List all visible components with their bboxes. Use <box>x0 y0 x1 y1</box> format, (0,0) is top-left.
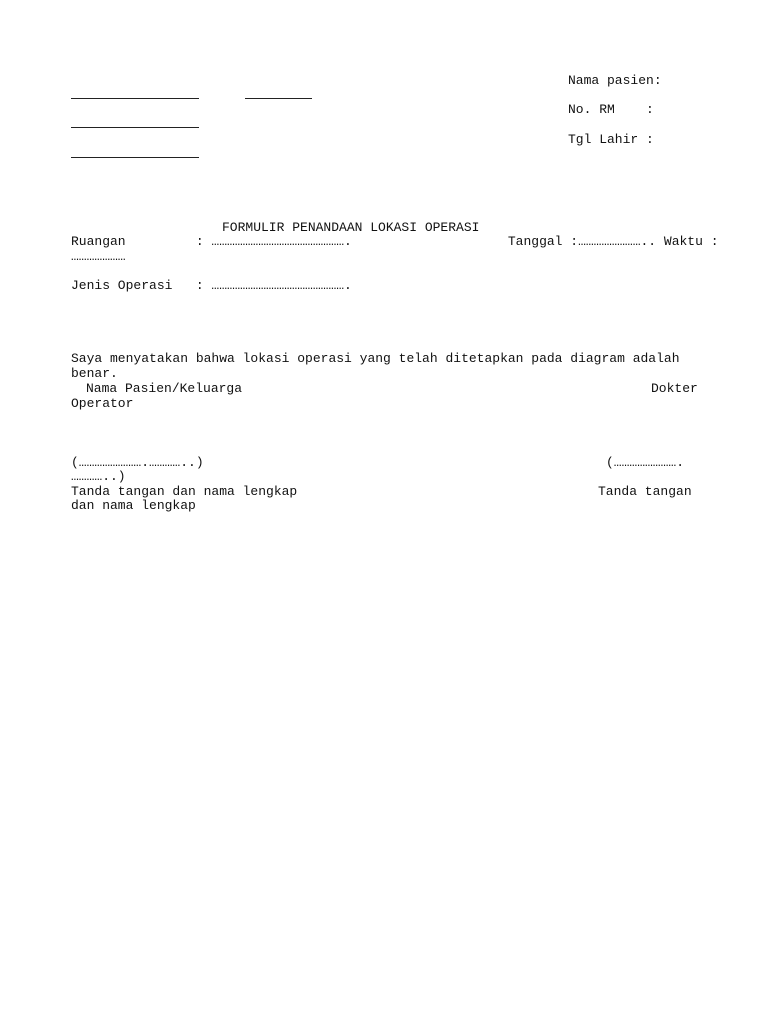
waktu-dots: ………………… <box>71 249 126 264</box>
form-title: FORMULIR PENANDAAN LOKASI OPERASI <box>222 220 480 235</box>
right-signature-caption-1: Tanda tangan <box>598 484 692 499</box>
statement-line-2: benar. <box>71 366 118 381</box>
dokter-label: Dokter <box>651 381 698 396</box>
blank-line-middle <box>245 98 312 99</box>
jenis-operasi-line: Jenis Operasi : ……………………………………………. <box>71 278 352 293</box>
no-rm-label: No. RM : <box>568 102 654 117</box>
right-signature-bracket-2: …………..) <box>71 469 126 484</box>
blank-line-left-3 <box>71 157 199 158</box>
tgl-lahir-label: Tgl Lahir : <box>568 132 654 147</box>
blank-line-left-1 <box>71 98 199 99</box>
operator-label: Operator <box>71 396 134 411</box>
left-signature-caption: Tanda tangan dan nama lengkap <box>71 484 298 499</box>
right-signature-bracket-1: (……………………. <box>606 455 685 470</box>
blank-line-left-2 <box>71 127 199 128</box>
nama-pasien-keluarga-label: Nama Pasien/Keluarga <box>86 381 243 396</box>
ruangan-tanggal-waktu-line: Ruangan : ……………………………………………. Tanggal :…………………….. Waktu : <box>71 234 719 249</box>
left-signature-bracket: (…………………….…………..) <box>71 455 204 470</box>
right-signature-caption-2: dan nama lengkap <box>71 498 196 513</box>
nama-pasien-label: Nama pasien: <box>568 73 662 88</box>
statement-line-1: Saya menyatakan bahwa lokasi operasi yang telah ditetapkan pada diagram adalah <box>71 351 680 366</box>
